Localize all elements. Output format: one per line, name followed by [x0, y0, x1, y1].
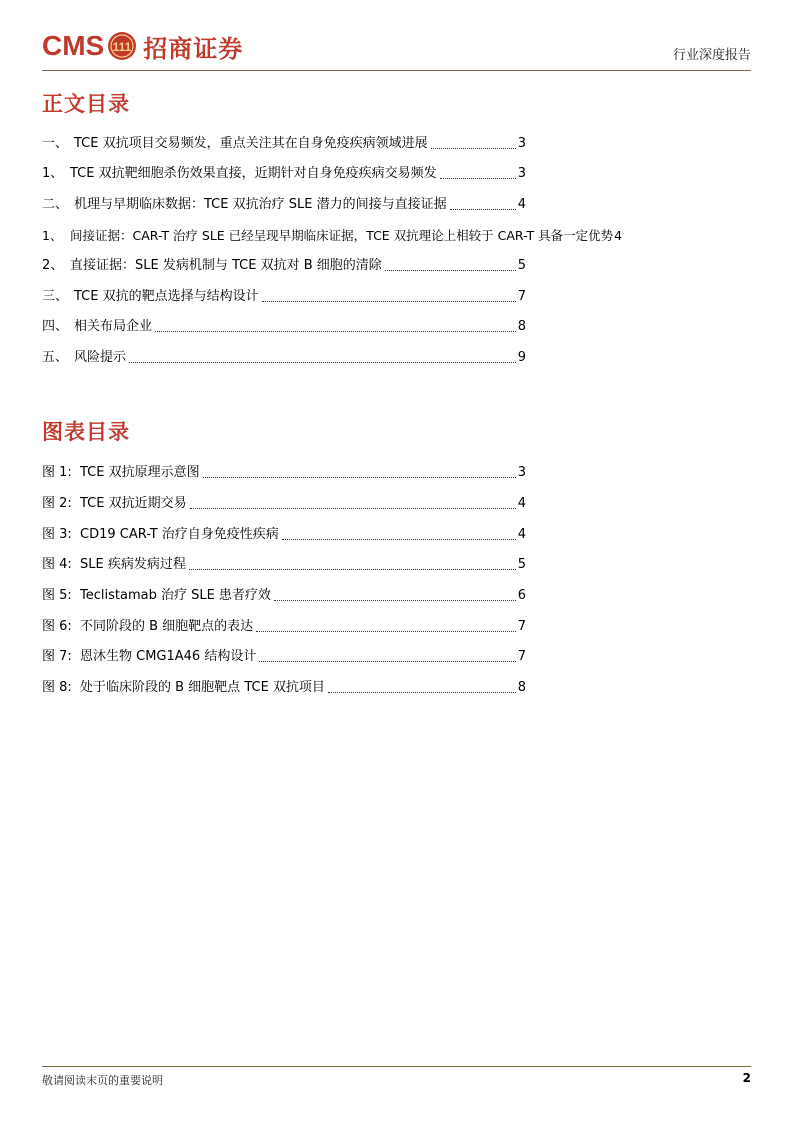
page-number: 2 — [742, 1071, 751, 1085]
toc-item-number: 三、 — [42, 289, 69, 304]
toc-item-text: 相关布局企业 — [74, 319, 153, 334]
figure-item-number: 图 6: — [42, 619, 72, 634]
figure-item[interactable] — [42, 649, 526, 665]
logo-chinese-text: 招商证券 — [143, 33, 244, 63]
toc-item-page: 3 — [517, 166, 526, 181]
footer-divider — [42, 1066, 751, 1067]
toc-item-text: TCE 双抗的靶点选择与结构设计 — [74, 289, 259, 304]
toc-leader-dots — [431, 148, 516, 149]
toc-item-page: 4 — [517, 197, 526, 212]
figure-item-number: 图 4: — [42, 557, 72, 572]
toc-leader-dots — [190, 508, 516, 509]
toc-leader-dots — [129, 362, 516, 363]
figure-item[interactable] — [42, 619, 526, 635]
toc-item[interactable] — [42, 258, 526, 274]
logo-latin-text: CMS — [42, 30, 105, 61]
figure-list-title: 图表目录 — [42, 419, 130, 444]
toc-item-number: 二、 — [42, 197, 69, 212]
toc-item-text: 直接证据：SLE 发病机制与 TCE 双抗对 B 细胞的清除 — [70, 258, 382, 273]
toc-leader-dots — [259, 661, 515, 662]
toc-item[interactable] — [42, 319, 526, 335]
figure-item-page: 7 — [517, 619, 526, 634]
toc-item-text: 风险提示 — [74, 350, 127, 365]
toc-item[interactable] — [42, 350, 526, 366]
toc-item-text: TCE 双抗项目交易频发，重点关注其在自身免疫疾病领域进展 — [74, 136, 428, 151]
toc-leader-dots — [155, 331, 516, 332]
figure-item[interactable] — [42, 680, 526, 696]
toc-leader-dots — [274, 600, 516, 601]
toc-item[interactable] — [42, 166, 526, 182]
toc-leader-dots — [262, 301, 516, 302]
toc-leader-dots — [385, 270, 516, 271]
figure-item-page: 4 — [517, 527, 526, 542]
toc-leader-dots — [450, 209, 516, 210]
toc-leader-dots — [203, 477, 516, 478]
figure-item[interactable] — [42, 527, 526, 543]
toc-leader-dots — [328, 692, 516, 693]
toc-title: 正文目录 — [42, 91, 130, 116]
toc-leader-dots — [440, 178, 516, 179]
figure-item-text: 不同阶段的 B 细胞靶点的表达 — [80, 619, 254, 634]
toc-item-page: 5 — [517, 258, 526, 273]
figure-item-number: 图 3: — [42, 527, 72, 542]
toc-item[interactable] — [42, 136, 526, 152]
toc-item-number: 一、 — [42, 136, 69, 151]
footer-disclaimer: 敬请阅读末页的重要说明 — [42, 1074, 163, 1087]
toc-item-page: 4 — [614, 228, 623, 243]
header-divider — [42, 70, 751, 71]
toc-leader-dots — [256, 631, 516, 632]
toc-item-page: 7 — [517, 289, 526, 304]
toc-item-text: 机理与早期临床数据：TCE 双抗治疗 SLE 潜力的间接与直接证据 — [74, 197, 447, 212]
cms-logo — [42, 26, 243, 66]
toc-leader-dots — [282, 539, 516, 540]
figure-item-page: 4 — [517, 496, 526, 511]
figure-item-text: 恩沐生物 CMG1A46 结构设计 — [80, 649, 257, 664]
figure-item[interactable] — [42, 588, 526, 604]
figure-item-number: 图 2: — [42, 496, 72, 511]
figure-item-number: 图 8: — [42, 680, 72, 695]
logo-badge-text: 111 — [112, 40, 132, 54]
toc-item-number: 1、 — [42, 166, 64, 181]
toc-item[interactable] — [42, 197, 526, 213]
toc-item-number: 1、 — [42, 228, 63, 243]
figure-item-text: CD19 CAR-T 治疗自身免疫性疾病 — [80, 527, 279, 542]
figure-item-text: TCE 双抗近期交易 — [80, 496, 187, 511]
figure-item[interactable] — [42, 496, 526, 512]
toc-item-page: 3 — [517, 136, 526, 151]
toc-item[interactable] — [42, 228, 702, 244]
figure-item-page: 7 — [517, 649, 526, 664]
toc-item-number: 五、 — [42, 350, 69, 365]
figure-item-page: 8 — [517, 680, 526, 695]
figure-item-text: Teclistamab 治疗 SLE 患者疗效 — [80, 588, 271, 603]
toc-item-page: 8 — [517, 319, 526, 334]
figure-item-page: 3 — [517, 465, 526, 480]
toc-item-text: 间接证据：CAR-T 治疗 SLE 已经呈现早期临床证据，TCE 双抗理论上相较于 CAR-T 具备一定优势 — [70, 228, 614, 243]
toc-item-number: 2、 — [42, 258, 64, 273]
figure-item-page: 6 — [517, 588, 526, 603]
report-type-label: 行业深度报告 — [672, 48, 751, 63]
figure-item-number: 图 7: — [42, 649, 72, 664]
figure-item[interactable] — [42, 465, 526, 481]
figure-item[interactable] — [42, 557, 526, 573]
figure-item-number: 图 1: — [42, 465, 72, 480]
toc-leader-dots — [189, 569, 516, 570]
figure-item-number: 图 5: — [42, 588, 72, 603]
figure-item-text: TCE 双抗原理示意图 — [80, 465, 200, 480]
toc-item-number: 四、 — [42, 319, 69, 334]
figure-item-text: 处于临床阶段的 B 细胞靶点 TCE 双抗项目 — [80, 680, 325, 695]
figure-item-text: SLE 疾病发病过程 — [80, 557, 186, 572]
toc-item[interactable] — [42, 289, 526, 305]
logo-badge-icon — [107, 31, 137, 61]
toc-item-text: TCE 双抗靶细胞杀伤效果直接，近期针对自身免疫疾病交易频发 — [70, 166, 437, 181]
page-header — [42, 26, 751, 68]
toc-item-page: 9 — [517, 350, 526, 365]
figure-item-page: 5 — [517, 557, 526, 572]
